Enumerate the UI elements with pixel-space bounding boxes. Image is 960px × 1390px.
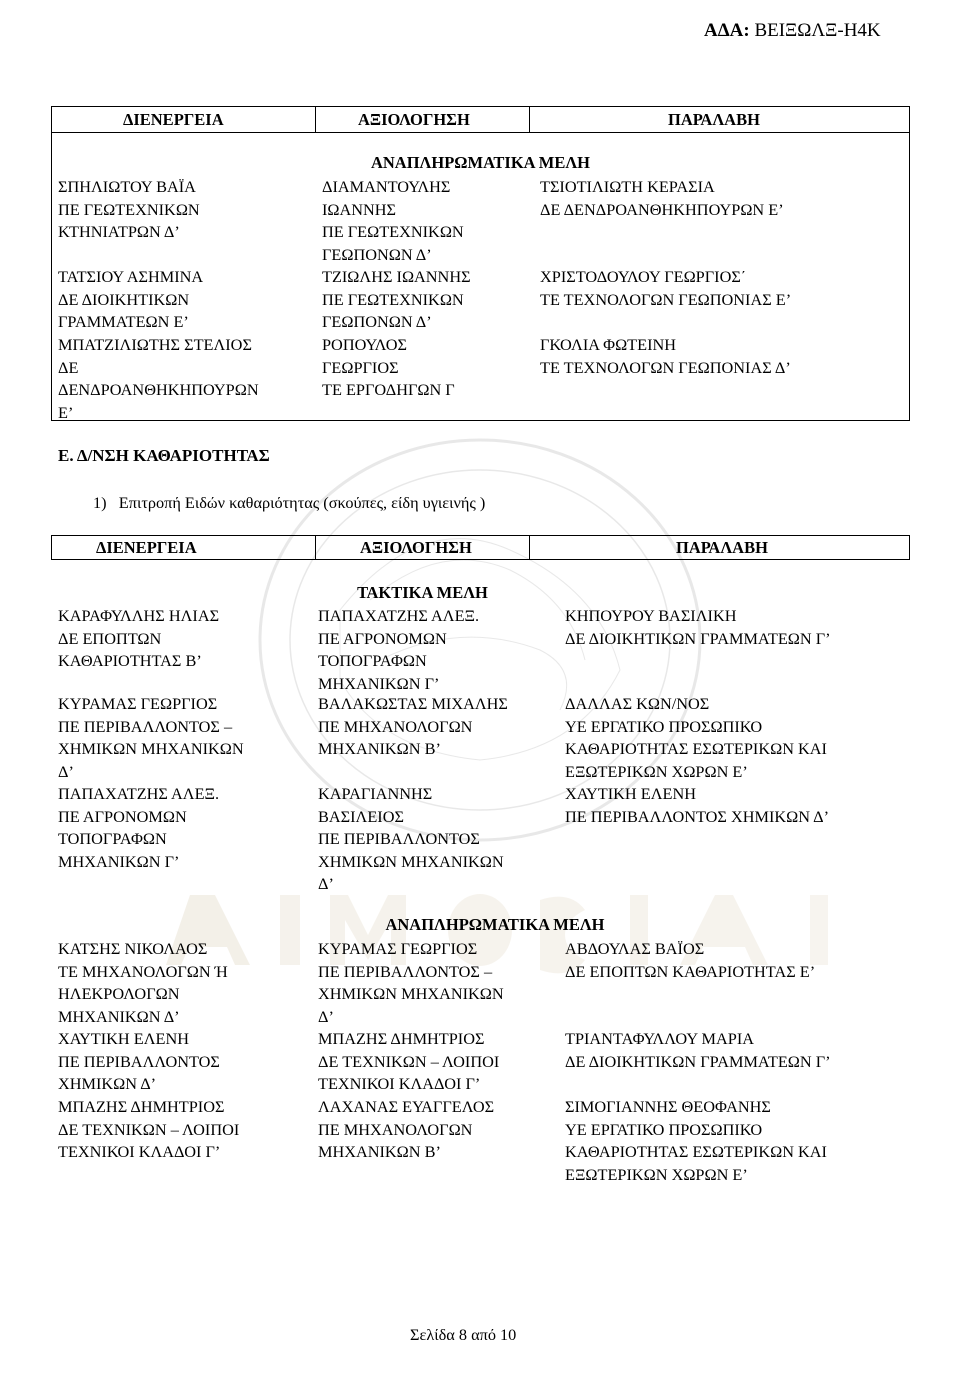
cell-line: ΚΑΘΑΡΙΟΤΗΤΑΣ Β’ — [58, 651, 202, 670]
cell-line: ΚΤΗΝΙΑΤΡΩΝ Δ’ — [58, 222, 180, 241]
cell-line: ΜΗΧΑΝΙΚΩΝ Γ’ — [318, 673, 440, 693]
cell-line: ΤΕ ΕΡΓΟΔΗΓΩΝ Γ — [322, 380, 455, 399]
cell-line: ΠΑΠΑΧΑΤΖΗΣ ΑΛΕΞ. — [58, 784, 220, 803]
cell-line: ΚΑΡΑΦΥΛΛΗΣ ΗΛΙΑΣ — [58, 606, 220, 625]
cell-line: ΚΑΘΑΡΙΟΤΗΤΑΣ ΕΣΩΤΕΡΙΚΩΝ ΚΑΙ — [565, 739, 827, 758]
cell-line: ΕΞΩΤΕΡΙΚΩΝ ΧΩΡΩΝ Ε’ — [565, 1164, 748, 1184]
cell-line: ΜΗΧΑΝΙΚΩΝ Γ’ — [58, 851, 180, 871]
table-cell — [322, 266, 471, 334]
cell-line: ΣΙΜΟΓΙΑΝΝΗΣ ΘΕΟΦΑΝΗΣ — [565, 1097, 771, 1116]
cell-line: ΧΡΙΣΤΟΔΟΥΛΟΥ ΓΕΩΡΓΙΟΣ΄ — [540, 267, 747, 286]
page-number: Σελίδα 8 από 10 — [410, 1325, 517, 1344]
cell-line: ΤΣΙΟΤΙΛΙΩΤΗ ΚΕΡΑΣΙΑ — [540, 177, 715, 196]
cell-line: Δ’ — [58, 761, 74, 781]
table1-header-conduct: ΔΙΕΝΕΡΓΕΙΑ — [123, 110, 224, 129]
cell-line: Δ’ — [318, 874, 334, 893]
committee-item: 1) Επιτροπή Ειδών καθαριότητας (σκούπες, είδη υγιεινής ) — [93, 493, 486, 512]
cell-line: ΕΞΩΤΕΡΙΚΩΝ ΧΩΡΩΝ Ε’ — [565, 761, 748, 781]
table-cell — [58, 266, 203, 334]
cell-line: ΙΩΑΝΝΗΣ — [322, 199, 397, 219]
table-cell — [58, 938, 228, 1028]
table1-group-title: ΑΝΑΠΛΗΡΩΜΑΤΙΚΑ ΜΕΛΗ — [370, 153, 591, 172]
table-cell — [318, 1096, 494, 1164]
cell-line: ΜΠΑΤΖΙΛΙΩΤΗΣ ΣΤΕΛΙΟΣ — [58, 335, 252, 354]
cell-line: ΠΕ ΜΗΧΑΝΟΛΟΓΩΝ — [318, 1119, 473, 1139]
table-cell — [58, 1028, 220, 1096]
cell-line: ΔΕ — [58, 357, 79, 377]
cell-line: ΔΕ ΤΕΧΝΙΚΩΝ – ΛΟΙΠΟΙ — [318, 1051, 500, 1071]
cell-line: ΓΕΩΡΓΙΟΣ — [322, 357, 399, 377]
cell-line: ΤΕΧΝΙΚΟΙ ΚΛΑΔΟΙ Γ’ — [318, 1074, 481, 1093]
ada-label: ΑΔΑ: — [704, 20, 750, 41]
cell-line: ΤΕ ΤΕΧΝΟΛΟΓΩΝ ΓΕΩΠΟΝΙΑΣ Ε’ — [540, 289, 792, 309]
table-cell — [318, 605, 479, 695]
cell-line: ΤΕΧΝΙΚΟΙ ΚΛΑΔΟΙ Γ’ — [58, 1142, 221, 1161]
cell-line: ΜΗΧΑΝΙΚΩΝ Β’ — [318, 1142, 441, 1161]
cell-line: ΡΟΠΟΥΛΟΣ — [322, 335, 407, 354]
table-cell — [58, 605, 219, 673]
table-cell — [565, 605, 831, 650]
table2-header-receipt: ΠΑΡΑΛΑΒΗ — [676, 538, 768, 557]
cell-line: Δ’ — [318, 1006, 334, 1026]
cell-line: ΤΑΤΣΙΟΥ ΑΣΗΜΙΝΑ — [58, 267, 204, 286]
cell-line: ΥΕ ΕΡΓΑΤΙΚΟ ΠΡΟΣΩΠΙΚΟ — [565, 716, 763, 736]
cell-line: ΠΕ ΓΕΩΤΕΧΝΙΚΩΝ — [322, 289, 464, 309]
section-title: Ε. Δ/ΝΣΗ ΚΑΘΑΡΙΟΤΗΤΑΣ — [58, 446, 270, 465]
cell-line: ΧΑΥΤΙΚΗ ΕΛΕΝΗ — [58, 1029, 189, 1048]
table-cell — [565, 783, 829, 828]
cell-line: ΤΖΙΩΛΗΣ ΙΩΑΝΝΗΣ — [322, 267, 471, 286]
cell-line: ΓΡΑΜΜΑΤΕΩΝ Ε’ — [58, 312, 189, 331]
cell-line: ΧΗΜΙΚΩΝ ΜΗΧΑΝΙΚΩΝ — [318, 851, 504, 871]
cell-line: ΔΕ ΔΙΟΙΚΗΤΙΚΩΝ ΓΡΑΜΜΑΤΕΩΝ Γ’ — [565, 1051, 831, 1071]
table1-header-evaluation: ΑΞΙΟΛΟΓΗΣΗ — [358, 110, 470, 129]
cell-line: ΠΑΠΑΧΑΤΖΗΣ ΑΛΕΞ. — [318, 606, 480, 625]
cell-line: ΧΗΜΙΚΩΝ ΜΗΧΑΝΙΚΩΝ — [318, 984, 504, 1003]
cell-line: ΤΕ ΤΕΧΝΟΛΟΓΩΝ ΓΕΩΠΟΝΙΑΣ Δ’ — [540, 357, 791, 377]
alternate-members-title: ΑΝΑΠΛΗΡΩΜΑΤΙΚΑ ΜΕΛΗ — [385, 915, 605, 934]
cell-line: ΧΑΥΤΙΚΗ ΕΛΕΝΗ — [565, 784, 696, 803]
cell-line: ΠΕ ΠΕΡΙΒΑΛΛΟΝΤΟΣ ΧΗΜΙΚΩΝ Δ’ — [565, 806, 830, 826]
cell-line: ΠΕ ΓΕΩΤΕΧΝΙΚΩΝ — [322, 222, 464, 241]
table-cell — [58, 693, 244, 783]
table-cell — [565, 1028, 831, 1073]
table-cell — [58, 1096, 239, 1164]
cell-line: ΧΗΜΙΚΩΝ ΜΗΧΑΝΙΚΩΝ — [58, 739, 244, 758]
table-cell — [318, 693, 508, 761]
table-cell — [318, 938, 504, 1028]
cell-line: ΗΛΕΚΡΟΛΟΓΩΝ — [58, 984, 180, 1003]
cell-line: ΑΒΔΟΥΛΑΣ ΒΑΪΟΣ — [565, 939, 705, 958]
table-cell — [58, 334, 259, 424]
cell-line: ΒΑΛΑΚΩΣΤΑΣ ΜΙΧΑΛΗΣ — [318, 694, 508, 713]
table1-header-receipt: ΠΑΡΑΛΑΒΗ — [668, 110, 760, 129]
cell-line: ΤΟΠΟΓΡΑΦΩΝ — [318, 651, 427, 670]
cell-line: ΠΕ ΠΕΡΙΒΑΛΛΟΝΤΟΣ — [58, 1051, 220, 1071]
cell-line: ΜΠΑΖΗΣ ΔΗΜΗΤΡΙΟΣ — [318, 1029, 485, 1048]
table-cell — [322, 334, 455, 402]
cell-line: ΔΕ ΕΠΟΠΤΩΝ — [58, 628, 162, 648]
cell-line: ΠΕ ΑΓΡΟΝΟΜΩΝ — [58, 806, 187, 826]
cell-line: Ε’ — [58, 402, 74, 422]
cell-line: ΥΕ ΕΡΓΑΤΙΚΟ ΠΡΟΣΩΠΙΚΟ — [565, 1119, 763, 1139]
table2-header-evaluation: ΑΞΙΟΛΟΓΗΣΗ — [360, 538, 472, 557]
cell-line: ΚΥΡΑΜΑΣ ΓΕΩΡΓΙΟΣ — [58, 694, 218, 713]
table-cell — [540, 176, 784, 221]
table2-header-conduct: ΔΙΕΝΕΡΓΕΙΑ — [96, 538, 197, 557]
cell-line: ΠΕ ΓΕΩΤΕΧΝΙΚΩΝ — [58, 199, 200, 219]
cell-line: ΚΑΘΑΡΙΟΤΗΤΑΣ ΕΣΩΤΕΡΙΚΩΝ ΚΑΙ — [565, 1142, 827, 1161]
table-cell — [318, 783, 504, 896]
cell-line: ΤΟΠΟΓΡΑΦΩΝ — [58, 829, 167, 848]
cell-line: ΔΙΑΜΑΝΤΟΥΛΗΣ — [322, 177, 451, 196]
cell-line: ΓΚΟΛΙΑ ΦΩΤΕΙΝΗ — [540, 335, 677, 354]
cell-line: ΚΥΡΑΜΑΣ ΓΕΩΡΓΙΟΣ — [318, 939, 478, 958]
cell-line: ΜΠΑΖΗΣ ΔΗΜΗΤΡΙΟΣ — [58, 1097, 225, 1116]
cell-line: ΓΕΩΠΟΝΩΝ Δ’ — [322, 244, 432, 264]
cell-line: ΠΕ ΜΗΧΑΝΟΛΟΓΩΝ — [318, 716, 473, 736]
ada-value: ΒΕΙΞΩΛΞ-Η4Κ — [754, 20, 881, 41]
cell-line: ΠΕ ΑΓΡΟΝΟΜΩΝ — [318, 628, 447, 648]
table-cell — [58, 783, 219, 873]
table-cell — [565, 938, 815, 983]
cell-line: ΒΑΣΙΛΕΙΟΣ — [318, 806, 404, 826]
cell-line: ΠΕ ΠΕΡΙΒΑΛΛΟΝΤΟΣ — [318, 829, 480, 848]
table-cell — [58, 176, 200, 244]
table-cell — [540, 334, 791, 379]
cell-line: ΔΕ ΕΠΟΠΤΩΝ ΚΑΘΑΡΙΟΤΗΤΑΣ Ε’ — [565, 961, 816, 981]
cell-line: ΚΑΡΑΓΙΑΝΝΗΣ — [318, 784, 433, 803]
table-cell — [322, 176, 464, 266]
table-cell — [565, 1096, 827, 1186]
cell-line: ΔΕ ΔΕΝΔΡΟΑΝΘΗΚΗΠΟΥΡΩΝ Ε’ — [540, 199, 784, 219]
ada-identifier — [704, 20, 881, 42]
cell-line: ΔΕ ΤΕΧΝΙΚΩΝ – ΛΟΙΠΟΙ — [58, 1119, 240, 1139]
cell-line: ΔΕ ΔΙΟΙΚΗΤΙΚΩΝ ΓΡΑΜΜΑΤΕΩΝ Γ’ — [565, 628, 831, 648]
cell-line: ΜΗΧΑΝΙΚΩΝ Β’ — [318, 739, 441, 758]
cell-line: ΤΕ ΜΗΧΑΝΟΛΟΓΩΝ Ή — [58, 961, 228, 981]
cell-line: ΚΑΤΣΗΣ ΝΙΚΟΛΑΟΣ — [58, 939, 208, 958]
table-cell — [565, 693, 827, 783]
cell-line: ΔΕΝΔΡΟΑΝΘΗΚΗΠΟΥΡΩΝ — [58, 380, 259, 399]
cell-line: ΧΗΜΙΚΩΝ Δ’ — [58, 1074, 157, 1093]
cell-line: ΜΗΧΑΝΙΚΩΝ Δ’ — [58, 1006, 180, 1026]
cell-line: ΠΕ ΠΕΡΙΒΑΛΛΟΝΤΟΣ – — [58, 716, 233, 736]
regular-members-title: ΤΑΚΤΙΚΑ ΜΕΛΗ — [357, 583, 488, 602]
cell-line: ΛΑΧΑΝΑΣ ΕΥΑΓΓΕΛΟΣ — [318, 1097, 495, 1116]
cell-line: ΤΡΙΑΝΤΑΦΥΛΛΟΥ ΜΑΡΙΑ — [565, 1029, 755, 1048]
cell-line: ΔΕ ΔΙΟΙΚΗΤΙΚΩΝ — [58, 289, 190, 309]
cell-line: ΣΠΗΛΙΩΤΟΥ ΒΑΪΑ — [58, 177, 196, 196]
table-cell — [540, 266, 791, 311]
cell-line: ΓΕΩΠΟΝΩΝ Δ’ — [322, 312, 432, 331]
cell-line: ΠΕ ΠΕΡΙΒΑΛΛΟΝΤΟΣ – — [318, 961, 493, 981]
table-cell — [318, 1028, 499, 1096]
cell-line: ΚΗΠΟΥΡΟΥ ΒΑΣΙΛΙΚΗ — [565, 606, 737, 625]
cell-line: ΔΑΛΛΑΣ ΚΩΝ/ΝΟΣ — [565, 694, 710, 713]
